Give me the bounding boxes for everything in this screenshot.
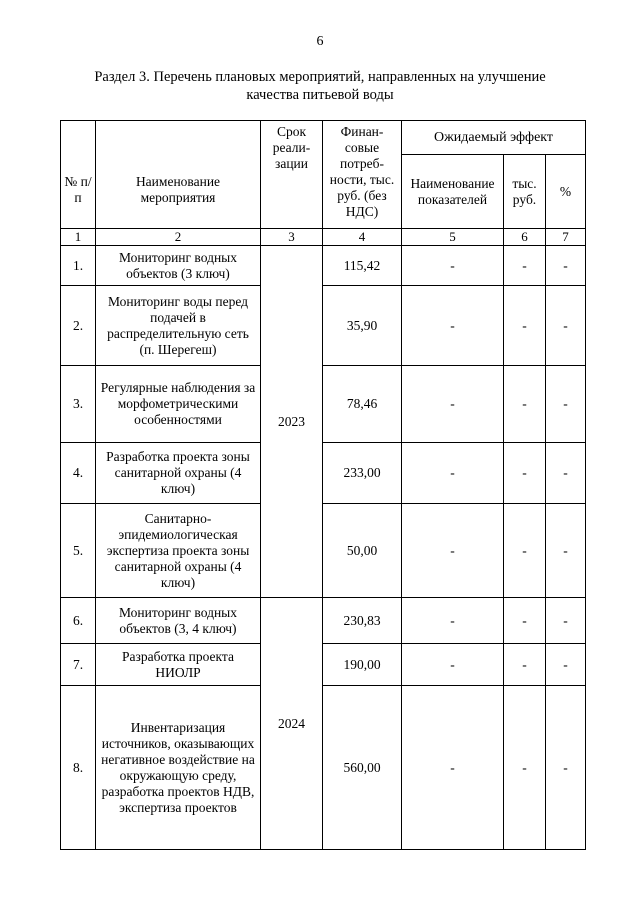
column-number: 1 [61, 229, 96, 246]
header-indicator: Наименование показателей [402, 155, 504, 229]
measure-name: Мониторинг водных объектов (3 ключ) [96, 246, 261, 286]
row-number: 1. [61, 246, 96, 286]
header-name: Наименование мероприятия [96, 121, 261, 229]
term-year-2023: 2023 [261, 246, 323, 598]
finance-value: 78,46 [323, 366, 402, 443]
row-number: 7. [61, 644, 96, 686]
table-row [61, 598, 586, 644]
column-number: 3 [261, 229, 323, 246]
thous-rub-value: - [504, 504, 546, 598]
measure-name: Разработка проекта НИОЛР [96, 644, 261, 686]
header-thous-rub: тыс. руб. [504, 155, 546, 229]
finance-value: 115,42 [323, 246, 402, 286]
column-number: 4 [323, 229, 402, 246]
measure-name: Мониторинг воды перед подачей в распределительную сеть (п. Шерегеш) [96, 286, 261, 366]
percent-value: - [546, 686, 586, 850]
percent-value: - [546, 246, 586, 286]
column-number: 6 [504, 229, 546, 246]
finance-value: 230,83 [323, 598, 402, 644]
thous-rub-value: - [504, 644, 546, 686]
term-year-2024: 2024 [261, 598, 323, 850]
section-title-line-2: качества питьевой воды [246, 87, 394, 103]
indicator-value: - [402, 443, 504, 504]
column-number: 2 [96, 229, 261, 246]
indicator-value: - [402, 644, 504, 686]
table-row [61, 366, 586, 443]
column-number-row [61, 229, 586, 246]
row-number: 3. [61, 366, 96, 443]
section-title [60, 68, 580, 104]
indicator-value: - [402, 504, 504, 598]
header-expected-effect: Ожидаемый эффект [402, 121, 586, 155]
table-row [61, 443, 586, 504]
percent-value: - [546, 598, 586, 644]
thous-rub-value: - [504, 286, 546, 366]
finance-value: 35,90 [323, 286, 402, 366]
column-number: 7 [546, 229, 586, 246]
indicator-value: - [402, 366, 504, 443]
row-number: 5. [61, 504, 96, 598]
finance-value: 190,00 [323, 644, 402, 686]
header-percent: % [546, 155, 586, 229]
table-row [61, 286, 586, 366]
indicator-value: - [402, 598, 504, 644]
header-term: Срок реали-зации [261, 121, 323, 229]
table-row [61, 644, 586, 686]
indicator-value: - [402, 246, 504, 286]
finance-value: 560,00 [323, 686, 402, 850]
percent-value: - [546, 504, 586, 598]
percent-value: - [546, 443, 586, 504]
section-title-line-1: Раздел 3. Перечень плановых мероприятий, направленных на улучшение [94, 69, 546, 85]
measure-name: Мониторинг водных объектов (3, 4 ключ) [96, 598, 261, 644]
page-number: 6 [316, 34, 324, 49]
measure-name: Разработка проекта зоны санитарной охраны (4 ключ) [96, 443, 261, 504]
header-num: № п/п [61, 121, 96, 229]
thous-rub-value: - [504, 686, 546, 850]
table-row [61, 246, 586, 286]
thous-rub-value: - [504, 366, 546, 443]
measure-name: Регулярные наблюдения за морфометрическими особенностями [96, 366, 261, 443]
table-row [61, 686, 586, 850]
measure-name: Инвентаризация источников, оказывающих негативное воздействие на окружающую среду, разработка проектов НДВ, экспертиза проектов [96, 686, 261, 850]
header-finance: Финан-совые потреб-ности, тыс. руб. (без НДС) [323, 121, 402, 229]
thous-rub-value: - [504, 443, 546, 504]
measure-name: Санитарно-эпидемиологическая экспертиза проекта зоны санитарной охраны (4 ключ) [96, 504, 261, 598]
row-number: 6. [61, 598, 96, 644]
finance-value: 233,00 [323, 443, 402, 504]
row-number: 2. [61, 286, 96, 366]
indicator-value: - [402, 286, 504, 366]
column-number: 5 [402, 229, 504, 246]
indicator-value: - [402, 686, 504, 850]
percent-value: - [546, 286, 586, 366]
percent-value: - [546, 366, 586, 443]
measures-table [60, 120, 586, 850]
row-number: 8. [61, 686, 96, 850]
thous-rub-value: - [504, 598, 546, 644]
thous-rub-value: - [504, 246, 546, 286]
table-row [61, 504, 586, 598]
percent-value: - [546, 644, 586, 686]
row-number: 4. [61, 443, 96, 504]
finance-value: 50,00 [323, 504, 402, 598]
